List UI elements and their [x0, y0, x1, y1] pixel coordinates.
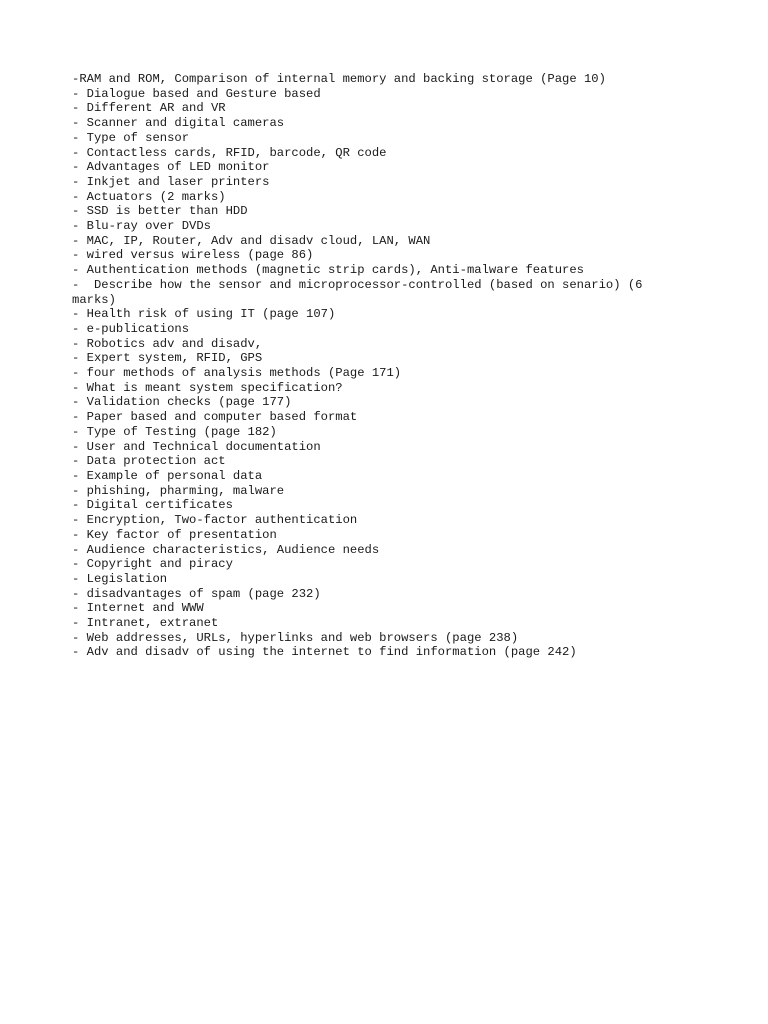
list-item: - Contactless cards, RFID, barcode, QR code [72, 145, 387, 160]
list-item: - wired versus wireless (page 86) [72, 248, 314, 263]
list-item: - Data protection act [72, 454, 226, 469]
list-item: - Blu-ray over DVDs [72, 219, 211, 234]
list-item: - Paper based and computer based format [72, 410, 358, 425]
document-page [72, 72, 672, 660]
list-item: - Describe how the sensor and microprocessor-controlled (based on senario) (6 marks) [72, 277, 650, 307]
list-item: - Example of personal data [72, 468, 263, 483]
list-item: - disadvantages of spam (page 232) [72, 586, 321, 601]
list-item: - four methods of analysis methods (Page 171) [72, 366, 402, 381]
list-item: - Copyright and piracy [72, 557, 233, 572]
list-item: - Expert system, RFID, GPS [72, 351, 263, 366]
list-item: - Different AR and VR [72, 101, 226, 116]
list-item: - Adv and disadv of using the internet to find information (page 242) [72, 645, 577, 660]
list-item: - Key factor of presentation [72, 527, 277, 542]
list-item: -RAM and ROM, Comparison of internal memory and backing storage (Page 10) [72, 72, 606, 86]
list-item: - Validation checks (page 177) [72, 395, 292, 410]
list-item: - Audience characteristics, Audience needs [72, 542, 380, 557]
list-item: - phishing, pharming, malware [72, 483, 285, 498]
list-item: - Type of Testing (page 182) [72, 424, 277, 439]
list-item: - Scanner and digital cameras [72, 116, 285, 131]
list-item: - Health risk of using IT (page 107) [72, 307, 336, 322]
list-item: - Internet and WWW [72, 601, 204, 616]
list-item: - SSD is better than HDD [72, 204, 248, 219]
list-item: - Intranet, extranet [72, 616, 219, 631]
list-item: - What is meant system specification? [72, 380, 343, 395]
list-item: - Web addresses, URLs, hyperlinks and web browsers (page 238) [72, 630, 519, 645]
list-item: - Advantages of LED monitor [72, 160, 270, 175]
list-item: - Authentication methods (magnetic strip cards), Anti-malware features [72, 263, 584, 278]
list-item: - Digital certificates [72, 498, 233, 513]
list-item: - Legislation [72, 571, 168, 586]
list-item: - Type of sensor [72, 130, 190, 145]
list-item: - Actuators (2 marks) [72, 189, 226, 204]
list-item: - User and Technical documentation [72, 439, 321, 454]
list-item: - Robotics adv and disadv, [72, 336, 263, 351]
list-item: - Inkjet and laser printers [72, 174, 270, 189]
list-item: - MAC, IP, Router, Adv and disadv cloud, LAN, WAN [72, 233, 431, 248]
list-item: - e-publications [72, 321, 190, 336]
list-item: - Dialogue based and Gesture based [72, 86, 321, 101]
list-item: - Encryption, Two-factor authentication [72, 513, 358, 528]
